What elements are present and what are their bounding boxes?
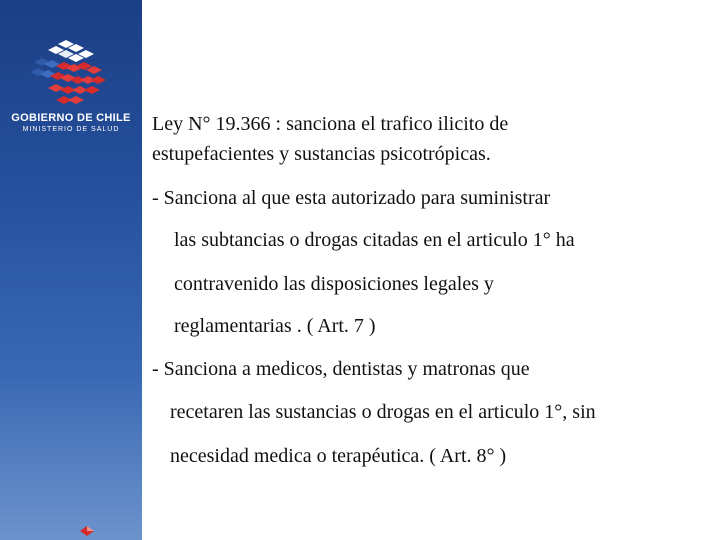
- intro-line-1: Ley N° 19.366 : sanciona el trafico ilicito de: [152, 113, 509, 135]
- item1-line-3: contravenido las disposiciones legales y: [174, 273, 494, 295]
- red-diamond-icon: [80, 526, 94, 536]
- intro-line-2: estupefacientes y sustancias psicotrópicas.: [152, 143, 491, 165]
- item1-line-1: - Sanciona al que esta autorizado para suministrar: [152, 187, 551, 209]
- ministry-subtitle: MINISTERIO DE SALUD: [22, 126, 120, 133]
- item1-line-2: las subtancias o drogas citadas en el articulo 1° ha: [174, 229, 575, 251]
- item2-line-3: necesidad medica o terapéutica. ( Art. 8° ): [170, 445, 507, 467]
- item2-line-2: recetaren las sustancias o drogas en el articulo 1°, sin: [170, 401, 596, 423]
- chile-government-cube-logo-icon: [28, 38, 114, 108]
- government-title: GOBIERNO DE CHILE: [11, 112, 131, 124]
- item2-line-1: - Sanciona a medicos, dentistas y matronas que: [152, 358, 530, 380]
- sidebar: [0, 0, 142, 540]
- item1-line-4: reglamentarias . ( Art. 7 ): [174, 315, 376, 337]
